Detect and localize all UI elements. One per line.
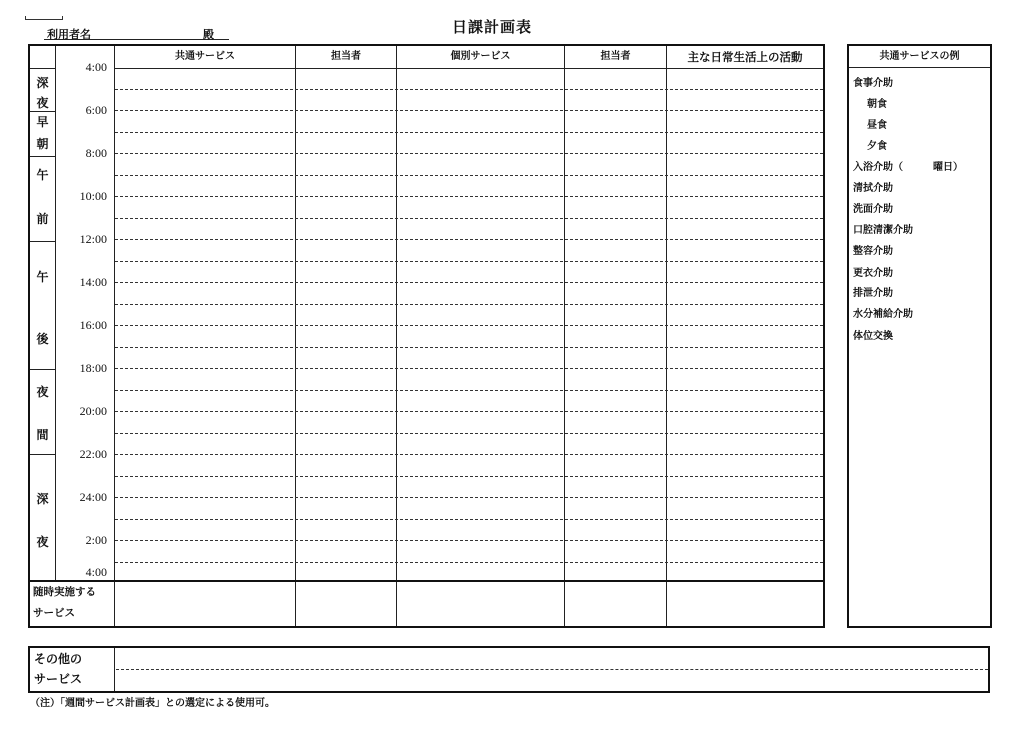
page-title: 日課計画表 bbox=[452, 18, 533, 36]
example-item: 清拭介助 bbox=[853, 183, 893, 194]
column-header-daily-activities: 主な日常生活上の活動 bbox=[687, 50, 803, 64]
other-services-entry-line[interactable] bbox=[116, 669, 988, 670]
example-item: 朝食 bbox=[867, 99, 887, 110]
time-label: 24:00 bbox=[79, 490, 107, 504]
time-label: 10:00 bbox=[79, 189, 107, 203]
period-label-late-night: 深 bbox=[36, 76, 49, 90]
period-label-early-morning: 早 bbox=[36, 115, 49, 129]
example-item: 水分補給介助 bbox=[853, 309, 913, 320]
time-label: 18:00 bbox=[79, 361, 107, 375]
other-services-label: その他の bbox=[34, 652, 83, 666]
period-label-late-night: 深 bbox=[36, 492, 49, 506]
example-item: 口腔清潔介助 bbox=[853, 225, 913, 236]
time-label: 6:00 bbox=[85, 103, 107, 117]
example-item: 更衣介助 bbox=[853, 268, 893, 279]
time-label: 2:00 bbox=[85, 533, 107, 547]
time-label: 20:00 bbox=[79, 404, 107, 418]
period-label-morning: 前 bbox=[36, 212, 49, 226]
column-divider bbox=[666, 46, 667, 626]
common-service-examples-box bbox=[847, 44, 992, 628]
column-header-staff: 担当者 bbox=[331, 51, 361, 62]
time-label: 12:00 bbox=[79, 232, 107, 246]
period-label-early-morning: 朝 bbox=[36, 137, 49, 151]
column-header-common-service: 共通サービス bbox=[175, 51, 235, 62]
header-underline bbox=[115, 68, 823, 69]
time-label: 4:00 bbox=[85, 60, 107, 74]
period-label-afternoon: 午 bbox=[36, 270, 49, 284]
example-item: 体位交換 bbox=[853, 331, 893, 342]
period-label-afternoon: 後 bbox=[36, 332, 49, 346]
adhoc-row-divider bbox=[30, 580, 823, 582]
example-item: 夕食 bbox=[867, 141, 887, 152]
footnote: （注）「週間サービス計画表」との選定による使用可。 bbox=[30, 698, 275, 709]
time-label: 4:00 bbox=[85, 565, 107, 579]
example-item: 食事介助 bbox=[853, 78, 893, 89]
example-item: 昼食 bbox=[867, 120, 887, 131]
daily-schedule-table bbox=[28, 44, 825, 628]
column-header-staff: 担当者 bbox=[600, 51, 631, 62]
time-label: 8:00 bbox=[85, 146, 107, 160]
column-divider bbox=[295, 46, 296, 626]
time-label: 16:00 bbox=[79, 318, 107, 332]
adhoc-service-label: 随時実施する bbox=[33, 586, 96, 598]
examples-title: 共通サービスの例 bbox=[849, 46, 990, 68]
column-divider bbox=[396, 46, 397, 626]
time-label: 14:00 bbox=[79, 275, 107, 289]
period-label-late-night: 夜 bbox=[36, 535, 49, 549]
other-services-label: サービス bbox=[34, 672, 83, 686]
user-name-label: 利用者名 bbox=[47, 28, 91, 41]
corner-mark bbox=[25, 16, 63, 20]
time-column-divider bbox=[114, 46, 115, 626]
other-services-box bbox=[28, 646, 990, 693]
user-name-field[interactable] bbox=[44, 39, 229, 40]
example-item: 入浴介助（ 曜日） bbox=[853, 162, 963, 173]
example-item: 排泄介助 bbox=[853, 288, 893, 299]
period-label-evening: 間 bbox=[36, 428, 49, 442]
adhoc-service-label: サービス bbox=[33, 607, 75, 619]
column-divider bbox=[564, 46, 565, 626]
example-item: 整容介助 bbox=[853, 246, 893, 257]
honorific: 殿 bbox=[203, 28, 214, 41]
period-label-late-night: 夜 bbox=[36, 96, 49, 110]
column-header-individual-service: 個別サービス bbox=[450, 51, 511, 62]
period-label-morning: 午 bbox=[36, 168, 49, 182]
time-label: 22:00 bbox=[79, 447, 107, 461]
period-label-evening: 夜 bbox=[36, 385, 49, 399]
example-item: 洗面介助 bbox=[853, 204, 893, 215]
